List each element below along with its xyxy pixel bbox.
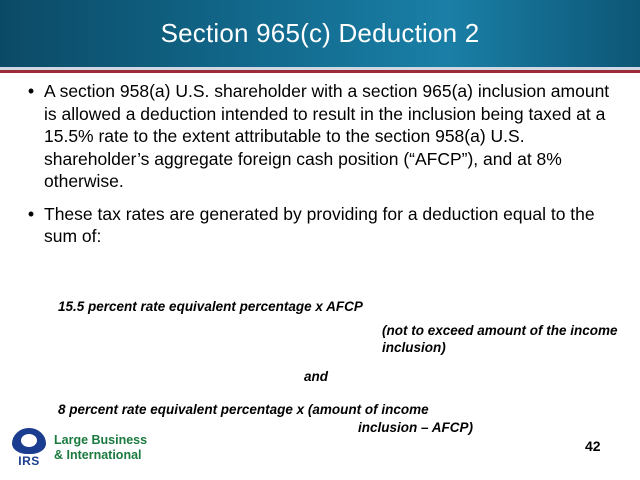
formula-connector: and <box>304 369 329 384</box>
division-name <box>54 433 147 463</box>
header-divider-accent <box>0 70 640 73</box>
bullet-text: These tax rates are generated by providing for a deduction equal to the sum of: <box>44 203 595 246</box>
bullet-item <box>0 203 640 248</box>
bullet-item <box>0 80 640 193</box>
division-name-line1: Large Business <box>54 433 148 447</box>
eagle-glyph <box>12 428 46 454</box>
slide-body <box>0 80 640 258</box>
irs-lbi-logo <box>10 428 147 468</box>
page-title: Section 965(c) Deduction 2 <box>160 18 480 48</box>
formula-line-first-term: 15.5 percent rate equivalent percentage x AFCP <box>58 299 363 314</box>
bullet-text: A section 958(a) U.S. shareholder with a section 965(a) inclusion amount is allowed a deduction intended to result in the inclusion being taxed at a 15.5% rate to the extent attributable to the section 958(a) U.S. shareholder’s aggregate foreign cash position (“AFCP”), and at 8% otherwise. <box>44 81 610 191</box>
division-name-line2: & International <box>54 448 142 462</box>
formula-line-first-term-limit: (not to exceed amount of the income inclusion) <box>382 323 618 355</box>
bullet-marker-icon: • <box>27 203 35 224</box>
page-number: 42 <box>585 438 601 454</box>
slide-header <box>0 0 640 72</box>
irs-eagle-icon <box>10 428 48 468</box>
irs-wordmark: IRS <box>18 454 40 468</box>
formula-line-second-term-cont: inclusion – AFCP) <box>358 420 474 435</box>
bullet-marker-icon: • <box>27 81 35 101</box>
formula-line-second-term: 8 percent rate equivalent percentage x (amount of income <box>58 402 429 417</box>
